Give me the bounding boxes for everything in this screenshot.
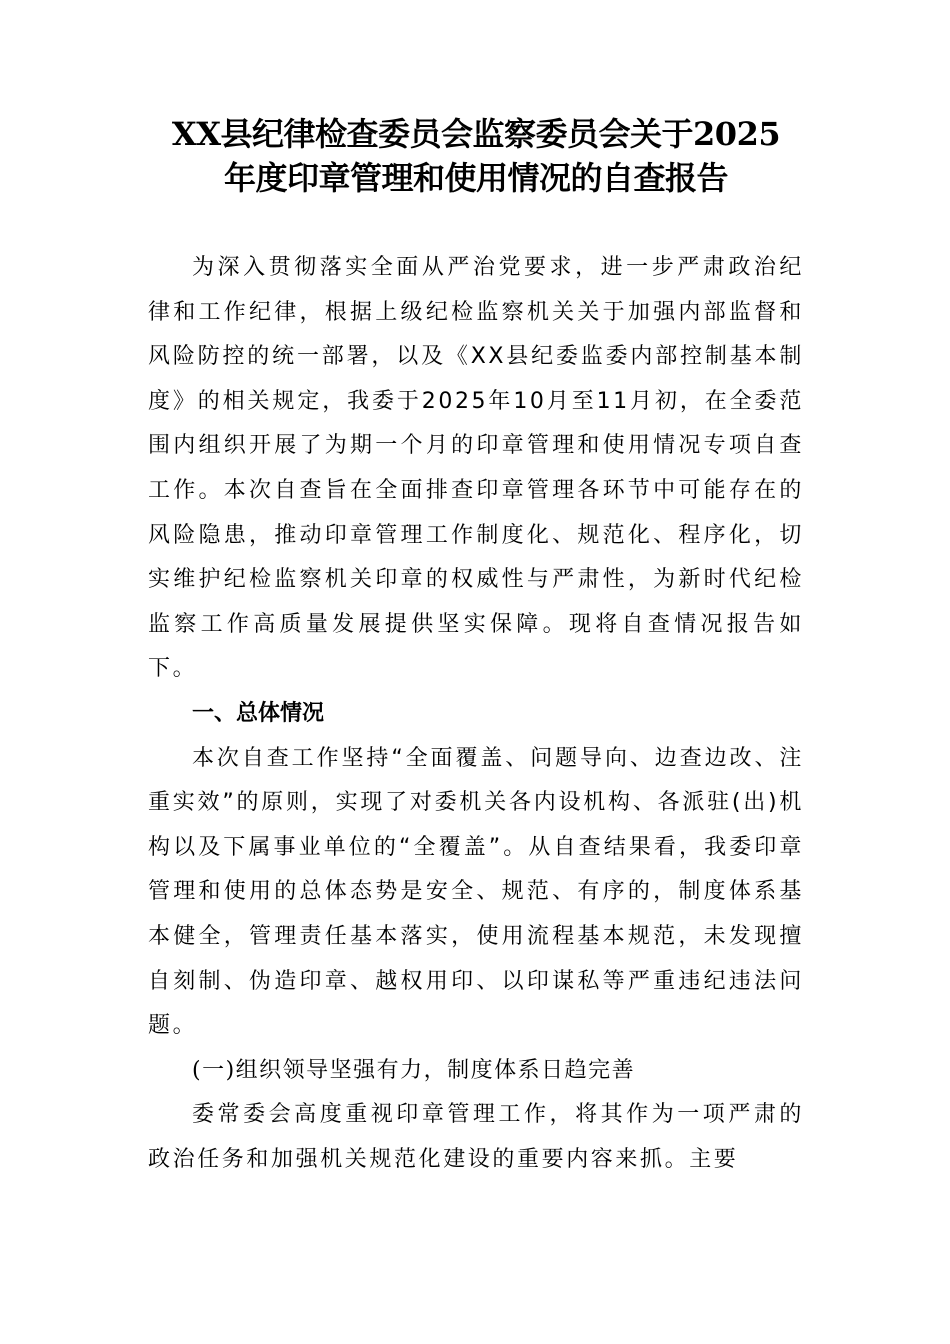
section-1-heading: 一、总体情况 <box>192 700 325 726</box>
document-title <box>148 112 804 200</box>
title-line-2: 年度印章管理和使用情况的自查报告 <box>223 159 728 197</box>
title-line-1: XX县纪律检查委员会监察委员会关于2025 <box>171 115 781 153</box>
intro-paragraph: 为深入贯彻落实全面从严治党要求，进一步严肃政治纪律和工作纪律，根据上级纪检监察机关关于加强内部监督和风险防控的统一部署，以及《XX县纪委监委内部控制基本制度》的相关规定，我委于2025年10月至11月初，在全委范围内组织开展了为期一个月的印章管理和使用情况专项自查工作。本次自查旨在全面排查印章管理各环节中可能存在的风险隐患，推动印章管理工作制度化、规范化、程序化，切实维护纪检监察机关印章的权威性与严肃性，为新时代纪检监察工作高质量发展提供坚实保障。现将自查情况报告如下。 <box>148 255 804 682</box>
subsection-1-paragraph: 委常委会高度重视印章管理工作，将其作为一项严肃的政治任务和加强机关规范化建设的重要内容来抓。主要 <box>148 1102 804 1172</box>
document-body <box>148 246 804 1182</box>
subsection-1-heading: (一)组织领导坚强有力，制度体系日趋完善 <box>192 1057 636 1083</box>
section-1-paragraph: 本次自查工作坚持“全面覆盖、问题导向、边查边改、注重实效”的原则，实现了对委机关各内设机构、各派驻(出)机构以及下属事业单位的“全覆盖”。从自查结果看，我委印章管理和使用的总体态势是安全、规范、有序的，制度体系基本健全，管理责任基本落实，使用流程基本规范，未发现擅自刻制、伪造印章、越权用印、以印谋私等严重违纪违法问题。 <box>148 745 804 1039</box>
document-page <box>148 112 804 1182</box>
